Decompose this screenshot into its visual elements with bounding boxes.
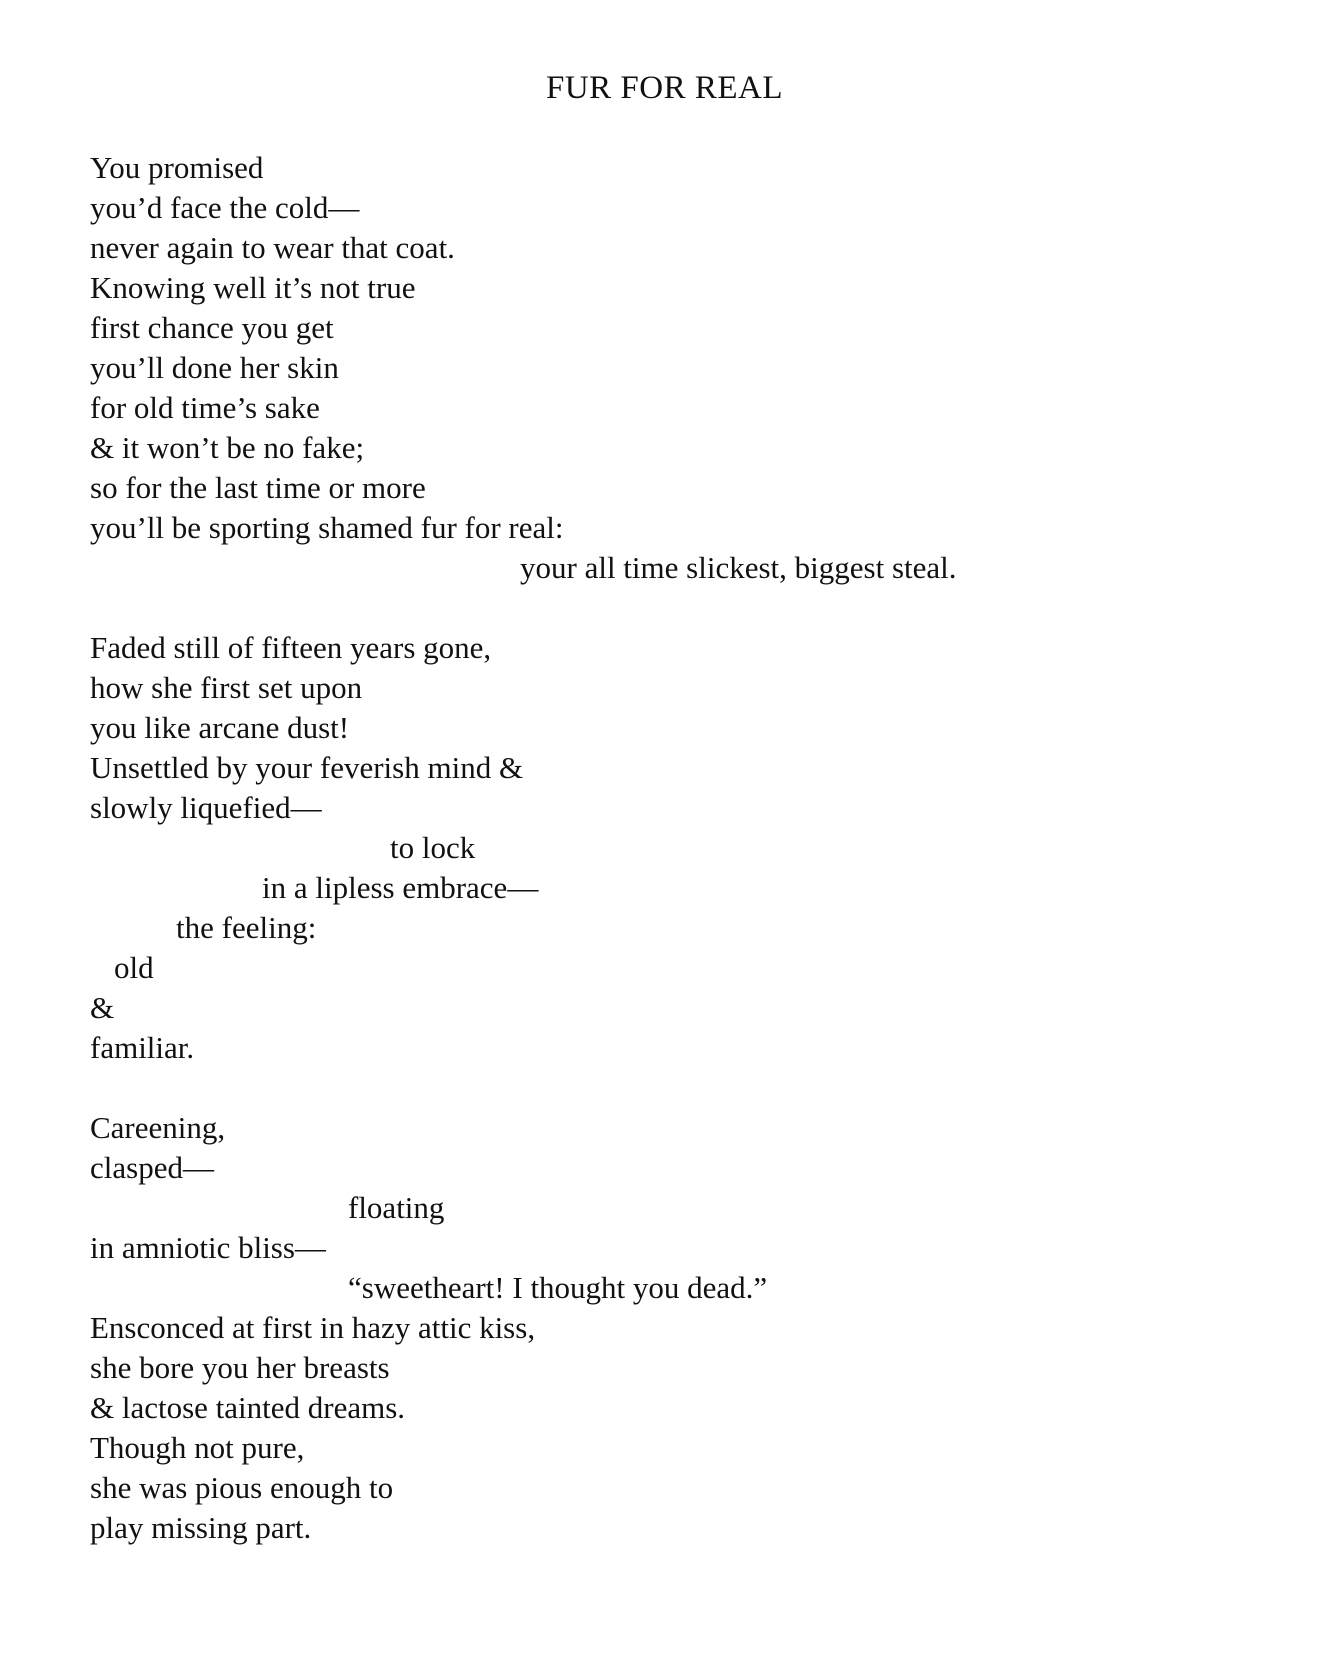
poem-line: “sweetheart! I thought you dead.” [348, 1270, 768, 1305]
poem-line: how she first set upon [90, 670, 363, 705]
poem-line: never again to wear that coat. [90, 230, 455, 265]
poem-line: you’ll done her skin [90, 350, 339, 385]
poem-line: Faded still of fifteen years gone, [90, 630, 492, 665]
poem-line: you like arcane dust! [90, 710, 350, 745]
poem-line: slowly liquefied— [90, 790, 322, 825]
poem-line: she bore you her breasts [90, 1350, 390, 1385]
poem-line: so for the last time or more [90, 470, 426, 505]
poem-line: clasped— [90, 1150, 214, 1185]
poem-line: & it won’t be no fake; [90, 430, 365, 465]
poem-line: to lock [390, 830, 476, 865]
poem-line: You promised [90, 150, 264, 185]
poem-line: Careening, [90, 1110, 226, 1145]
poem-line: play missing part. [90, 1510, 312, 1545]
poem-line: you’d face the cold— [90, 190, 360, 225]
poem-line: Though not pure, [90, 1430, 305, 1465]
poem-line: for old time’s sake [90, 390, 320, 425]
poem-line: the feeling: [176, 910, 317, 945]
poem-line: Unsettled by your feverish mind & [90, 750, 524, 785]
poem-title: FUR FOR REAL [545, 70, 784, 106]
poem-line: in a lipless embrace— [262, 870, 539, 905]
poem-line: Ensconced at first in hazy attic kiss, [90, 1310, 536, 1345]
poem-line: & lactose tainted dreams. [90, 1390, 406, 1425]
poem-line: in amniotic bliss— [90, 1230, 326, 1265]
poem-line: floating [348, 1190, 445, 1225]
poem-line: she was pious enough to [90, 1470, 394, 1505]
poem-line: your all time slickest, biggest steal. [520, 550, 957, 585]
poem-line: you’ll be sporting shamed fur for real: [90, 510, 564, 545]
poem-line: familiar. [90, 1030, 195, 1065]
poem-line: & [90, 990, 115, 1025]
poem-line: first chance you get [90, 310, 334, 345]
poem-line: Knowing well it’s not true [90, 270, 416, 305]
poem-line: old [114, 950, 154, 985]
